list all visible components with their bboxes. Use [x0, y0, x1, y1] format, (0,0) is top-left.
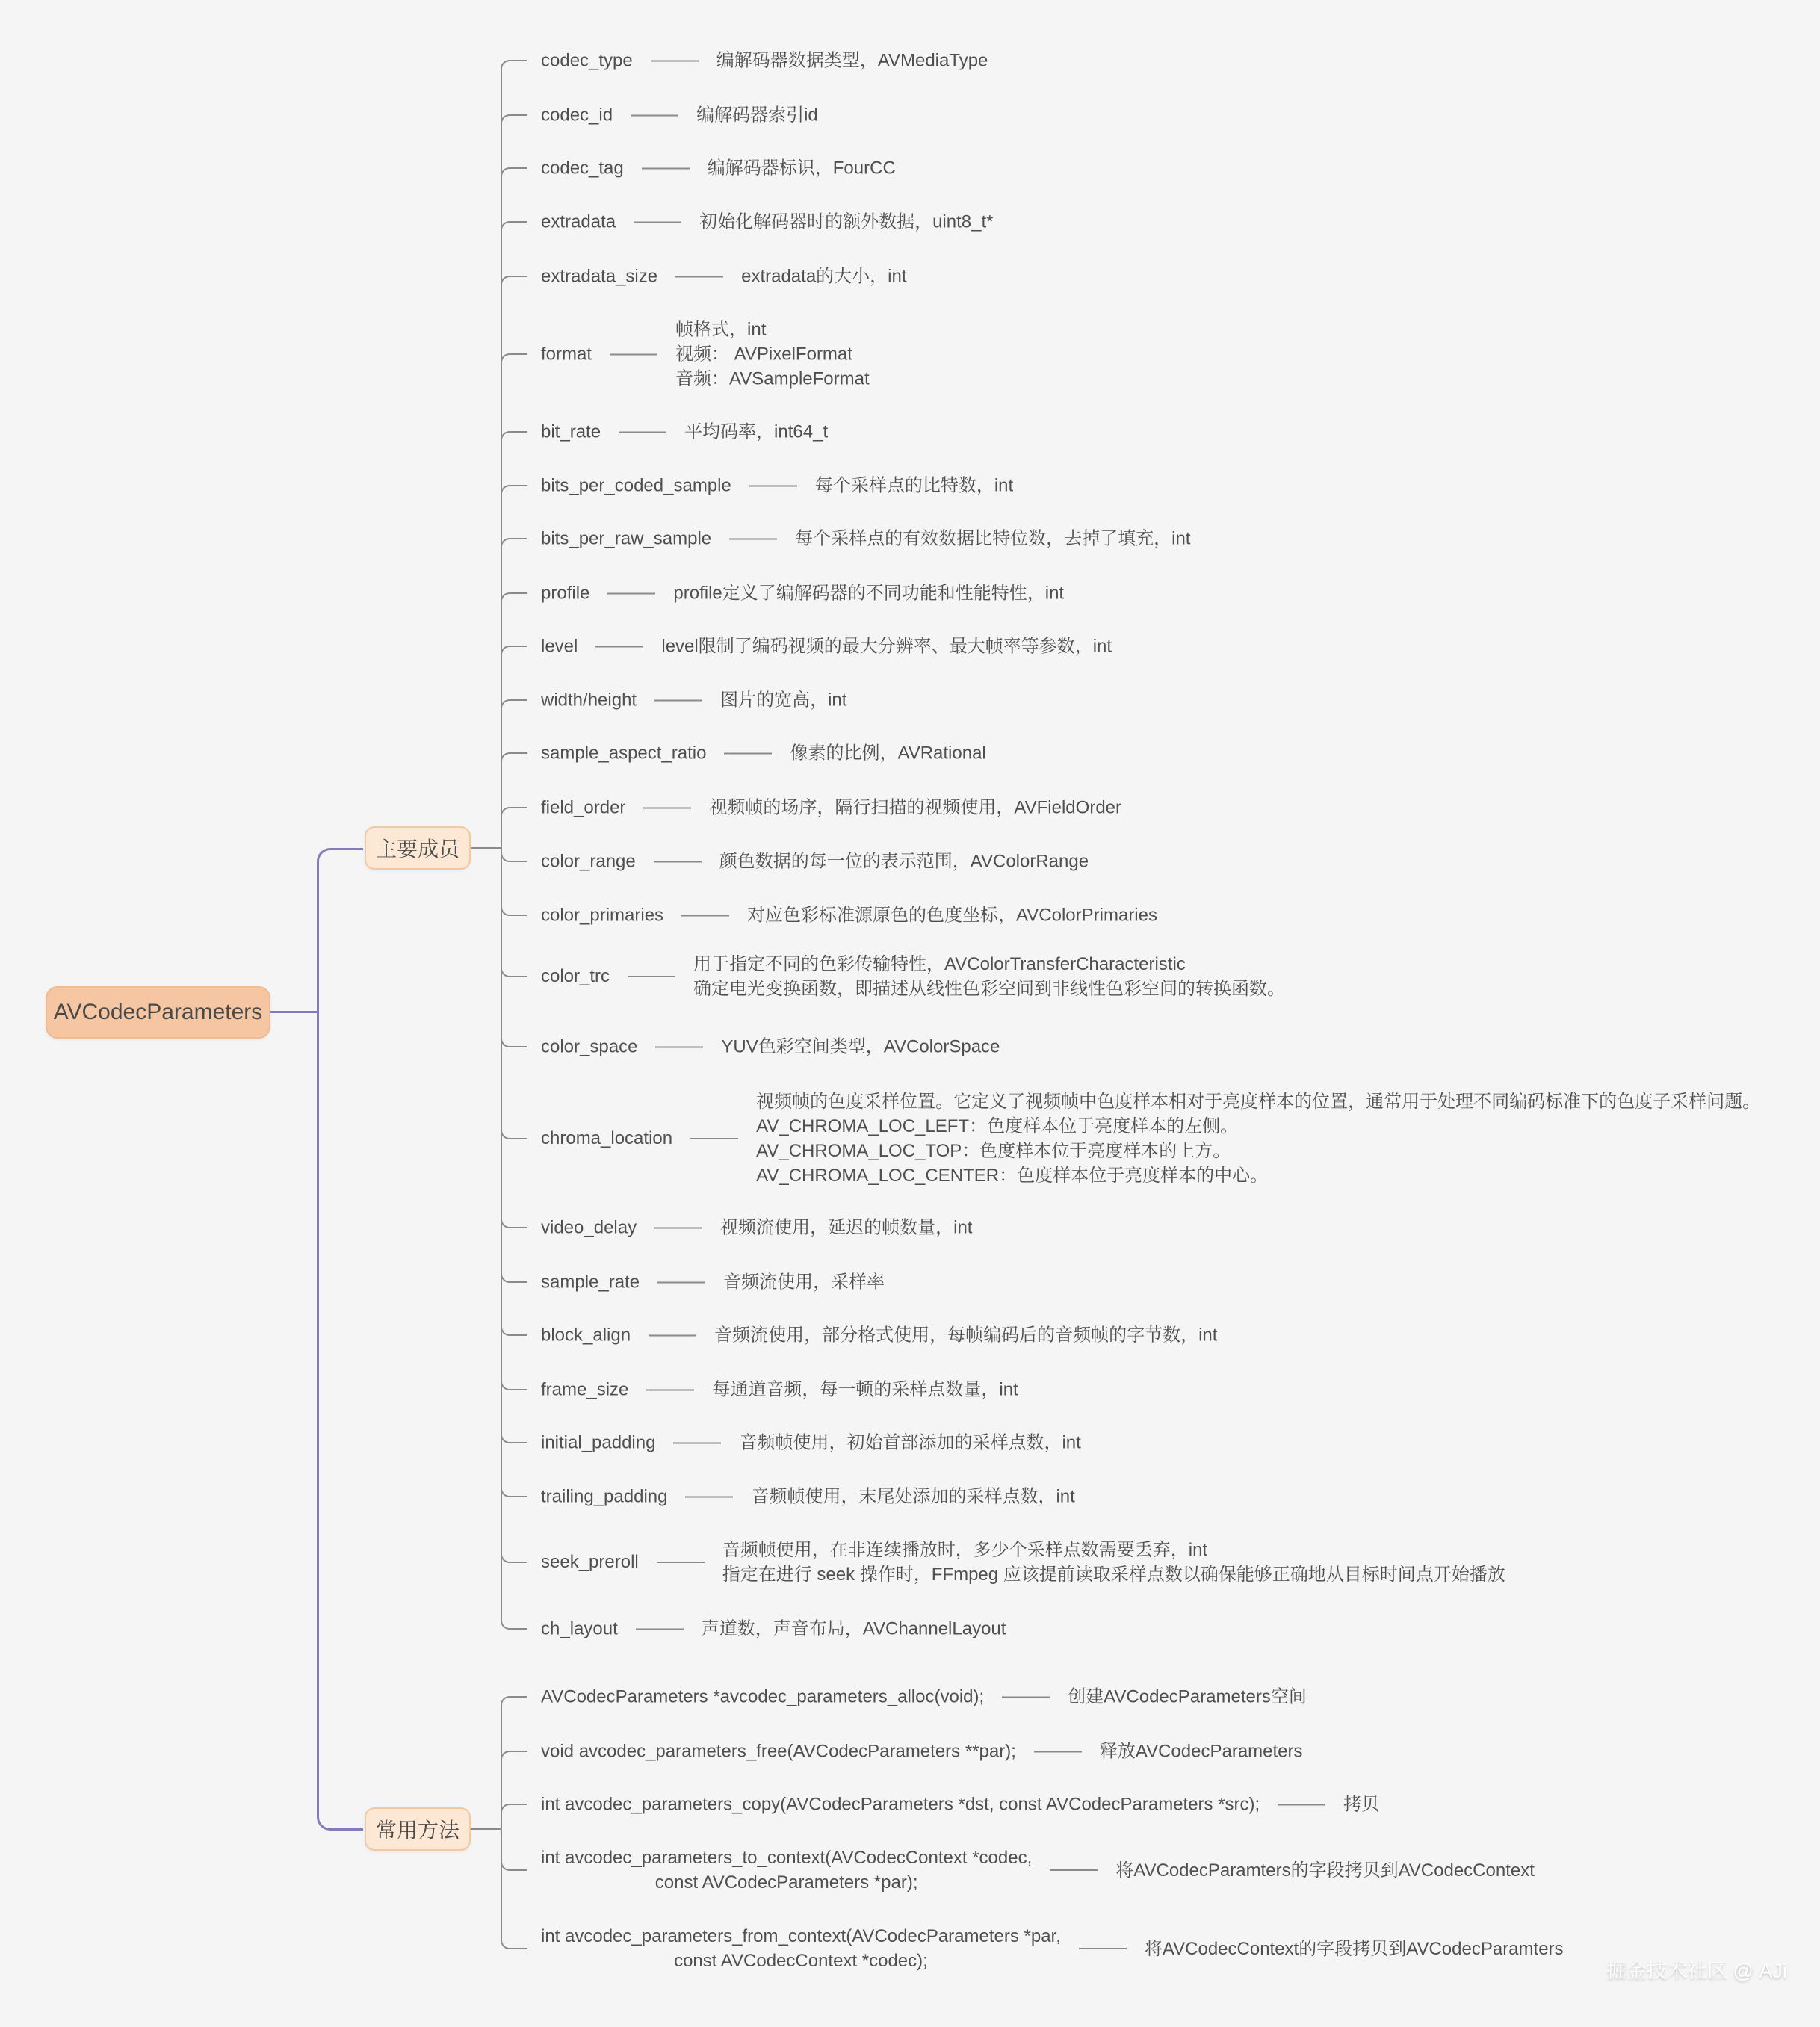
member-description — [721, 1035, 1000, 1059]
member-name: bits_per_raw_sample — [541, 528, 712, 548]
connector-dash — [654, 699, 702, 701]
tree-elbow — [501, 699, 527, 713]
member-name: level — [541, 636, 578, 656]
description-line: 视频帧的色度采样位置。它定义了视频帧中色度样本相对于亮度样本的位置，通常用于处理不同编码标准下的色度子采样问题。 — [756, 1092, 1761, 1112]
tree-elbow — [501, 538, 527, 551]
description-line: 每个采样点的比特数，int — [814, 475, 1014, 496]
connector-dash — [724, 752, 772, 754]
tree-elbow — [501, 60, 527, 73]
member-name: bit_rate — [541, 421, 601, 442]
connector-dash — [655, 1046, 703, 1047]
member-row — [541, 581, 1064, 606]
tree-elbow — [501, 1550, 527, 1563]
member-row — [541, 1617, 1006, 1641]
member-name: color_space — [541, 1036, 638, 1056]
member-description — [716, 49, 988, 73]
description-line: AV_CHROMA_LOC_CENTER：色度样本位于亮度样本的中心。 — [756, 1166, 1269, 1186]
connector-dash — [610, 353, 657, 355]
member-name: chroma_location — [541, 1128, 673, 1148]
method-signature-line: const AVCodecContext *codec); — [674, 1951, 928, 1971]
member-description — [712, 1378, 1018, 1402]
description-line: profile定义了编解码器的不同功能和性能特性，int — [673, 583, 1065, 604]
tree-elbow — [501, 807, 527, 820]
member-name: frame_size — [541, 1379, 629, 1399]
method-signature — [541, 1845, 1032, 1895]
member-name: codec_id — [541, 105, 613, 125]
member-name: color_range — [541, 851, 636, 871]
member-description — [722, 1538, 1505, 1587]
member-name: profile — [541, 583, 590, 603]
tree-elbow — [501, 1034, 527, 1047]
tree-elbow — [501, 1751, 527, 1764]
tree-junction-line-members — [471, 847, 501, 849]
member-row — [541, 1431, 1081, 1455]
description-line: 拷贝 — [1343, 1794, 1380, 1815]
member-description — [720, 688, 846, 713]
tree-elbow — [501, 1430, 527, 1443]
connector-dash — [685, 1496, 733, 1497]
tree-elbow — [501, 114, 527, 128]
member-description — [739, 1431, 1080, 1455]
description-line: 编解码器数据类型，AVMediaType — [716, 50, 988, 71]
member-description — [675, 318, 870, 392]
method-description — [1068, 1685, 1307, 1709]
member-description — [673, 581, 1064, 606]
description-line: 释放AVCodecParameters — [1099, 1741, 1303, 1762]
method-signature-line: int avcodec_parameters_from_context(AVCodecParameters *par, — [541, 1926, 1061, 1946]
description-line: 音频帧使用，在非连续播放时，多少个采样点数需要丢弃，int — [722, 1540, 1208, 1560]
member-description — [709, 796, 1121, 820]
connector-dash — [619, 431, 666, 433]
connector-dash — [631, 114, 678, 116]
connector-dash — [642, 167, 690, 169]
member-name: field_order — [541, 797, 626, 817]
connector-dash — [749, 485, 797, 486]
method-description — [1145, 1937, 1564, 1961]
member-row — [541, 527, 1190, 551]
tree-spine-members — [501, 69, 502, 1621]
member-name: codec_tag — [541, 158, 624, 178]
member-name: seek_preroll — [541, 1552, 639, 1572]
connector-dash — [649, 1334, 696, 1336]
connector-dash — [643, 807, 691, 808]
member-description — [693, 952, 1285, 1001]
method-description — [1115, 1858, 1535, 1883]
tree-elbow — [501, 276, 527, 289]
member-row — [541, 1216, 972, 1240]
description-line: 音频流使用，部分格式使用，每帧编码后的音频帧的字节数，int — [714, 1325, 1218, 1346]
description-line: 像素的比例，AVRational — [790, 743, 986, 764]
member-name: codec_type — [541, 50, 633, 70]
description-line: 音频帧使用，初始首部添加的采样点数，int — [739, 1432, 1081, 1453]
branch-node-methods — [365, 1807, 471, 1851]
description-line: 用于指定不同的色彩传输特性，AVColorTransferCharacteristic — [693, 954, 1186, 974]
member-row — [541, 210, 993, 235]
tree-elbow — [501, 1616, 527, 1630]
member-name: sample_aspect_ratio — [541, 743, 707, 763]
member-row — [541, 1270, 885, 1295]
member-description — [815, 474, 1013, 498]
member-row — [541, 420, 828, 445]
member-row — [541, 1323, 1217, 1348]
tree-elbow — [501, 1804, 527, 1817]
member-row — [541, 1089, 1760, 1188]
tree-elbow — [501, 964, 527, 977]
member-row — [541, 688, 846, 713]
tree-elbow — [501, 1215, 527, 1228]
description-line: 编解码器索引id — [696, 105, 818, 126]
member-description — [756, 1089, 1760, 1188]
connector-dash — [636, 1628, 684, 1630]
description-line: 音频流使用，采样率 — [723, 1272, 885, 1293]
method-row — [541, 1739, 1303, 1764]
root-node-label: AVCodecParameters — [53, 1000, 263, 1024]
member-name: sample_rate — [541, 1272, 640, 1292]
description-line: 图片的宽高，int — [720, 690, 847, 711]
tree-elbow — [501, 431, 527, 445]
description-line: YUV色彩空间类型，AVColorSpace — [721, 1036, 1000, 1057]
member-name: trailing_padding — [541, 1486, 668, 1506]
connector-dash — [607, 592, 655, 594]
member-row — [541, 741, 986, 766]
member-row — [541, 49, 988, 73]
description-line: 音频：AVSampleFormat — [675, 368, 870, 389]
member-name: ch_layout — [541, 1618, 618, 1638]
member-row — [541, 1378, 1018, 1402]
description-line: 视频： AVPixelFormat — [675, 344, 852, 365]
member-row — [541, 474, 1013, 498]
description-line: 视频流使用，延迟的帧数量，int — [720, 1217, 973, 1238]
root-connector-line — [270, 1011, 318, 1013]
member-description — [747, 903, 1157, 928]
tree-junction-line-methods — [471, 1828, 501, 1830]
connector-dash — [651, 60, 699, 61]
member-description — [661, 634, 1112, 659]
member-row — [541, 796, 1121, 820]
root-node — [46, 986, 270, 1039]
member-name: color_primaries — [541, 905, 664, 925]
tree-elbow — [501, 485, 527, 498]
method-row — [541, 1845, 1535, 1895]
description-line: 平均码率，int64_t — [684, 421, 829, 442]
member-name: color_trc — [541, 966, 610, 986]
member-row — [541, 264, 907, 289]
member-row — [541, 850, 1089, 874]
description-line: AV_CHROMA_LOC_TOP：色度样本位于亮度样本的上方。 — [756, 1141, 1231, 1161]
member-row — [541, 318, 870, 392]
member-description — [696, 103, 818, 128]
connector-dash — [1002, 1696, 1050, 1698]
tree-elbow — [501, 1484, 527, 1497]
tree-elbow — [501, 167, 527, 181]
member-description — [795, 527, 1190, 551]
member-name: width/height — [541, 690, 637, 710]
connector-dash — [729, 538, 777, 539]
method-signature-line: int avcodec_parameters_to_context(AVCodecContext *codec, — [541, 1848, 1033, 1868]
description-line: AV_CHROMA_LOC_LEFT：色度样本位于亮度样本的左侧。 — [756, 1116, 1239, 1136]
member-row — [541, 1035, 1000, 1059]
tree-elbow — [501, 752, 527, 766]
tree-elbow — [501, 1126, 527, 1139]
member-description — [714, 1323, 1217, 1348]
member-description — [708, 156, 896, 181]
method-row — [541, 1924, 1564, 1973]
tree-elbow — [501, 1696, 527, 1709]
tree-elbow — [501, 221, 527, 235]
description-line: 每个采样点的有效数据比特位数，去掉了填充，int — [795, 528, 1191, 549]
description-line: 帧格式，int — [675, 319, 767, 340]
branch-node-members — [365, 826, 471, 870]
description-line: 音频帧使用，末尾处添加的采样点数，int — [751, 1486, 1075, 1507]
description-line: 对应色彩标准源原色的色度坐标，AVColorPrimaries — [747, 905, 1157, 926]
description-line: 初始化解码器时的额外数据，uint8_t* — [699, 211, 994, 232]
connector-dash — [681, 915, 729, 916]
description-line: 确定电光变换函数，即描述从线性色彩空间到非线性色彩空间的转换函数。 — [693, 979, 1286, 999]
member-name: video_delay — [541, 1217, 637, 1237]
branch-node-members-label: 主要成员 — [375, 838, 459, 861]
tree-elbow — [501, 646, 527, 659]
branch-node-methods-label: 常用方法 — [375, 1819, 459, 1842]
description-line: 创建AVCodecParameters空间 — [1068, 1686, 1307, 1707]
member-name: block_align — [541, 1325, 631, 1345]
member-name: extradata_size — [541, 266, 658, 286]
connector-dash — [654, 861, 702, 862]
description-line: 颜色数据的每一位的表示范围，AVColorRange — [719, 851, 1089, 872]
description-line: level限制了编码视频的最大分辨率、最大帧率等参数，int — [661, 636, 1112, 657]
member-description — [719, 850, 1089, 874]
tree-elbow — [501, 1322, 527, 1336]
connector-dash — [690, 1138, 738, 1139]
connector-dash — [1050, 1869, 1098, 1871]
member-name: bits_per_coded_sample — [541, 475, 731, 495]
member-description — [720, 1216, 972, 1240]
member-description — [741, 264, 906, 289]
tree-elbow — [501, 849, 527, 862]
description-line: 编解码器标识，FourCC — [707, 158, 896, 179]
tree-elbow — [501, 1377, 527, 1390]
description-line: 视频帧的场序，隔行扫描的视频使用，AVFieldOrder — [709, 797, 1122, 818]
method-signature-line: const AVCodecParameters *par); — [654, 1872, 918, 1893]
description-line: 指定在进行 seek 操作时，FFmpeg 应该提前读取采样点数以确保能够正确地从目标时间点开始播放 — [722, 1565, 1505, 1585]
tree-elbow — [501, 1936, 527, 1949]
connector-dash — [675, 276, 723, 277]
connector-dash — [654, 1227, 702, 1228]
member-name: format — [541, 344, 592, 364]
branch-connector-up — [317, 848, 363, 1012]
member-description — [684, 420, 828, 445]
method-row — [541, 1685, 1307, 1709]
member-row — [541, 1485, 1075, 1509]
connector-dash — [628, 976, 675, 977]
connector-dash — [657, 1281, 705, 1283]
member-row — [541, 103, 818, 128]
tree-elbow — [501, 903, 527, 916]
connector-dash — [673, 1442, 721, 1443]
connector-dash — [595, 646, 643, 647]
description-line: extradata的大小，int — [741, 266, 907, 287]
member-name: initial_padding — [541, 1432, 656, 1452]
tree-elbow — [501, 353, 527, 367]
member-description — [723, 1270, 885, 1295]
member-name: extradata — [541, 211, 616, 232]
connector-dash — [1079, 1948, 1127, 1949]
description-line: 每通道音频，每一顿的采样点数量，int — [712, 1379, 1018, 1400]
member-description — [790, 741, 985, 766]
member-row — [541, 903, 1157, 928]
description-line: 声道数，声音布局，AVChannelLayout — [701, 1618, 1006, 1639]
method-row — [541, 1792, 1379, 1817]
tree-elbow — [501, 1269, 527, 1283]
method-name: int avcodec_parameters_copy(AVCodecParameters *dst, const AVCodecParameters *src); — [541, 1794, 1260, 1814]
connector-dash — [657, 1562, 705, 1563]
tree-spine-methods — [501, 1705, 502, 1940]
branch-connector-down — [317, 1011, 363, 1831]
member-row — [541, 156, 896, 181]
method-name: void avcodec_parameters_free(AVCodecParameters **par); — [541, 1741, 1016, 1761]
member-description — [702, 1617, 1006, 1641]
method-signature — [541, 1924, 1061, 1973]
description-line: 将AVCodecParamters的字段拷贝到AVCodecContext — [1115, 1860, 1535, 1881]
member-row — [541, 634, 1112, 659]
watermark: 掘金技术社区 @ AJi — [1606, 1960, 1787, 1982]
description-line: 将AVCodecContext的字段拷贝到AVCodecParamters — [1144, 1938, 1564, 1959]
connector-dash — [646, 1389, 694, 1390]
connector-dash — [634, 221, 681, 223]
method-description — [1100, 1739, 1303, 1764]
method-name: AVCodecParameters *avcodec_parameters_alloc(void); — [541, 1686, 985, 1706]
connector-dash — [1278, 1804, 1325, 1805]
tree-elbow — [501, 1857, 527, 1871]
member-description — [751, 1485, 1074, 1509]
method-description — [1343, 1792, 1379, 1817]
tree-elbow — [501, 592, 527, 606]
member-row — [541, 952, 1285, 1001]
member-row — [541, 1538, 1505, 1587]
member-description — [699, 210, 993, 235]
connector-dash — [1034, 1751, 1082, 1752]
